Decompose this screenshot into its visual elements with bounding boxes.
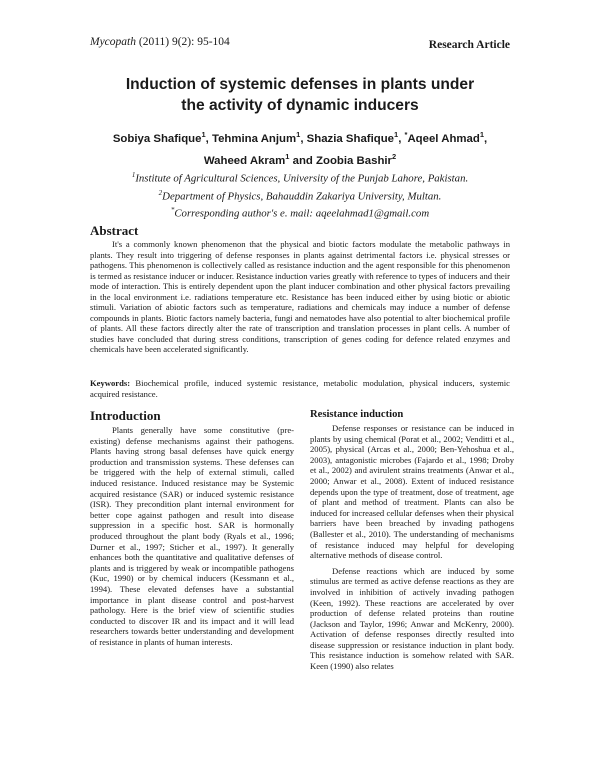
author-separator: , xyxy=(300,132,307,145)
author-name: Zoobia Bashir xyxy=(316,154,392,167)
author-name: Sobiya Shafique xyxy=(112,132,202,145)
affil-text: Institute of Agricultural Sciences, University of the Punjab Lahore, Pakistan. xyxy=(135,172,469,185)
abstract-body xyxy=(90,239,510,355)
corresponding-mark: * xyxy=(404,130,408,139)
author-name: Tehmina Anjum xyxy=(211,132,297,145)
author-name: Waheed Akram xyxy=(203,154,286,167)
affil-mark: * xyxy=(170,206,175,215)
column-right xyxy=(310,408,514,672)
author-separator: , xyxy=(484,132,488,145)
author-separator: and xyxy=(289,154,317,167)
journal-name: Mycopath xyxy=(90,36,136,48)
article-type: Research Article xyxy=(428,39,510,51)
abstract-paragraph: It's a commonly known phenomenon that the physical and biotic factors modulate the metabolic pathways in plants. They result into triggering of defense responses in plants against detrimental factors i.e. physical stresses or pathogens. This phenomenon is collectively called as resistance induction and the agent responsible for this phenomenon is termed as resistance inducer or inducer. Resistance induction varies greatly with reference to types of inducers and their mode of interaction. This is entirely dependent upon the plant inducer combination and other physical factors prevailing in the local environment i.e. radiations temperature etc. Resistance has been induced either by using biotic or abiotic stimuli. Variation of abiotic factors such as temperature, radiations and chemicals may induce a number of defense compounds in plants. Biotic factors namely bacteria, fungi and nematodes have also potential to alter biochemical profile of plants. All these factors directly alter the rate of transcription and translation processes in plant cells. A number of studies have concluded that during stress conditions, transcription of genes coding for defence related enzymes and chemicals have been accelerated significantly. xyxy=(90,239,510,354)
author-affil-mark: 2 xyxy=(392,151,397,161)
keywords xyxy=(90,378,510,399)
introduction-paragraph: Plants generally have some constitutive (pre-existing) defense mechanisms against their pathogens. Plants having strong basal defenses have quick energy production and transmission systems. These defenses can be triggered with the help of external stimuli, called induced resistance. Induced resistance may be Systemic acquired resistance (SAR) or induced systemic resistance (ISR). They precondition plant internal environment for better cope against pathogen and result into disease suppression in a specific host. SAR is hormonally produced throughout the plant body (Ryals et al., 1996; Durner et al., 1997; Sticher et al., 1997). It generally enhances both the quantitative and qualitative defenses of plants and is triggered by weak or incompatible pathogens (Kuc, 1990) or by chemical inducers (Kessmann et al., 1994). These elevated defenses have a substantial importance in plant disease control and post-harvest pathology. Here is the brief view of scientific studies conducted to discover IR and its impact and it will lead researchers towards better understanding and development of resistance in plants of human interests. xyxy=(90,425,294,647)
article-title xyxy=(80,74,520,116)
author-affil-mark: 1 xyxy=(394,130,399,139)
corresponding-author xyxy=(80,203,520,221)
keywords-list: Biochemical profile, induced systemic resistance, metabolic modulation, physical inducers, systemic acquired resistance. xyxy=(90,378,510,399)
author-affil-mark: 1 xyxy=(285,151,290,161)
author-name: Shazia Shafique xyxy=(306,132,395,145)
affiliations xyxy=(80,168,520,221)
journal-citation xyxy=(90,36,230,48)
author-separator: , xyxy=(398,132,405,145)
affil-mark: 1 xyxy=(131,171,136,179)
column-left xyxy=(90,408,294,647)
affil-text: Department of Physics, Bahauddin Zakariya University, Multan. xyxy=(162,190,442,203)
introduction-heading: Introduction xyxy=(90,408,161,423)
author-name: Aqeel Ahmad xyxy=(407,132,480,145)
title-line-1: Induction of systemic defenses in plants under xyxy=(125,76,475,93)
resistance-paragraph-1: Defense responses or resistance can be induced in plants by using chemical (Porat et al., 2002; Venditti et al., 2005), physical (Arcas et al., 2000; Ben-Yehoshua et al., 2003), antagonistic microbes (Fajardo et al., 1998; Droby et al., 2002) and avirulent strains treatments (Anwar et al., 2000; Anwar et al., 2008). Extent of induced resistance depends upon the type of treatment, dose of treatment, age of plant and method of treatment. Plants can also be induced for increased cellular defenses when their physical barriers have been breached by invading pathogens (Ballester et al., 2010). The understanding of mechanisms of resistance induced may helpful for developing alternative methods of disease control. xyxy=(310,423,514,561)
author-list xyxy=(80,126,520,170)
affiliation-1 xyxy=(80,168,520,186)
resistance-paragraph-2: Defense reactions which are induced by some stimulus are termed as active defense reactions as they are involved in inhibition of actively invading pathogen (Keen, 1992). These reactions are accelerated by over production of defense related proteins than routine (Jackson and Taylor, 1996; Anwar and McKenry, 2000). Activation of defense responses directly resulted into disease suppression or resistance induction in plant body. This resistance induction is somehow related with SAR. Keen (1990) also relates xyxy=(310,565,514,672)
journal-volume: (2011) 9(2): 95-104 xyxy=(138,36,230,48)
resistance-induction-heading: Resistance induction xyxy=(310,409,404,420)
author-affil-mark: 1 xyxy=(479,130,484,139)
author-line-2 xyxy=(80,148,520,170)
abstract-heading: Abstract xyxy=(90,223,139,238)
keywords-label: Keywords: xyxy=(90,378,131,388)
affiliation-2 xyxy=(80,186,520,204)
author-separator: , xyxy=(205,132,212,145)
affil-text: Corresponding author's e. mail: aqeelahmad1@gmail.com xyxy=(174,207,430,220)
affil-mark: 2 xyxy=(158,188,163,197)
title-line-2: the activity of dynamic inducers xyxy=(181,97,419,114)
author-affil-mark: 1 xyxy=(296,130,301,139)
author-affil-mark: 1 xyxy=(201,130,206,139)
author-line-1 xyxy=(80,126,520,148)
